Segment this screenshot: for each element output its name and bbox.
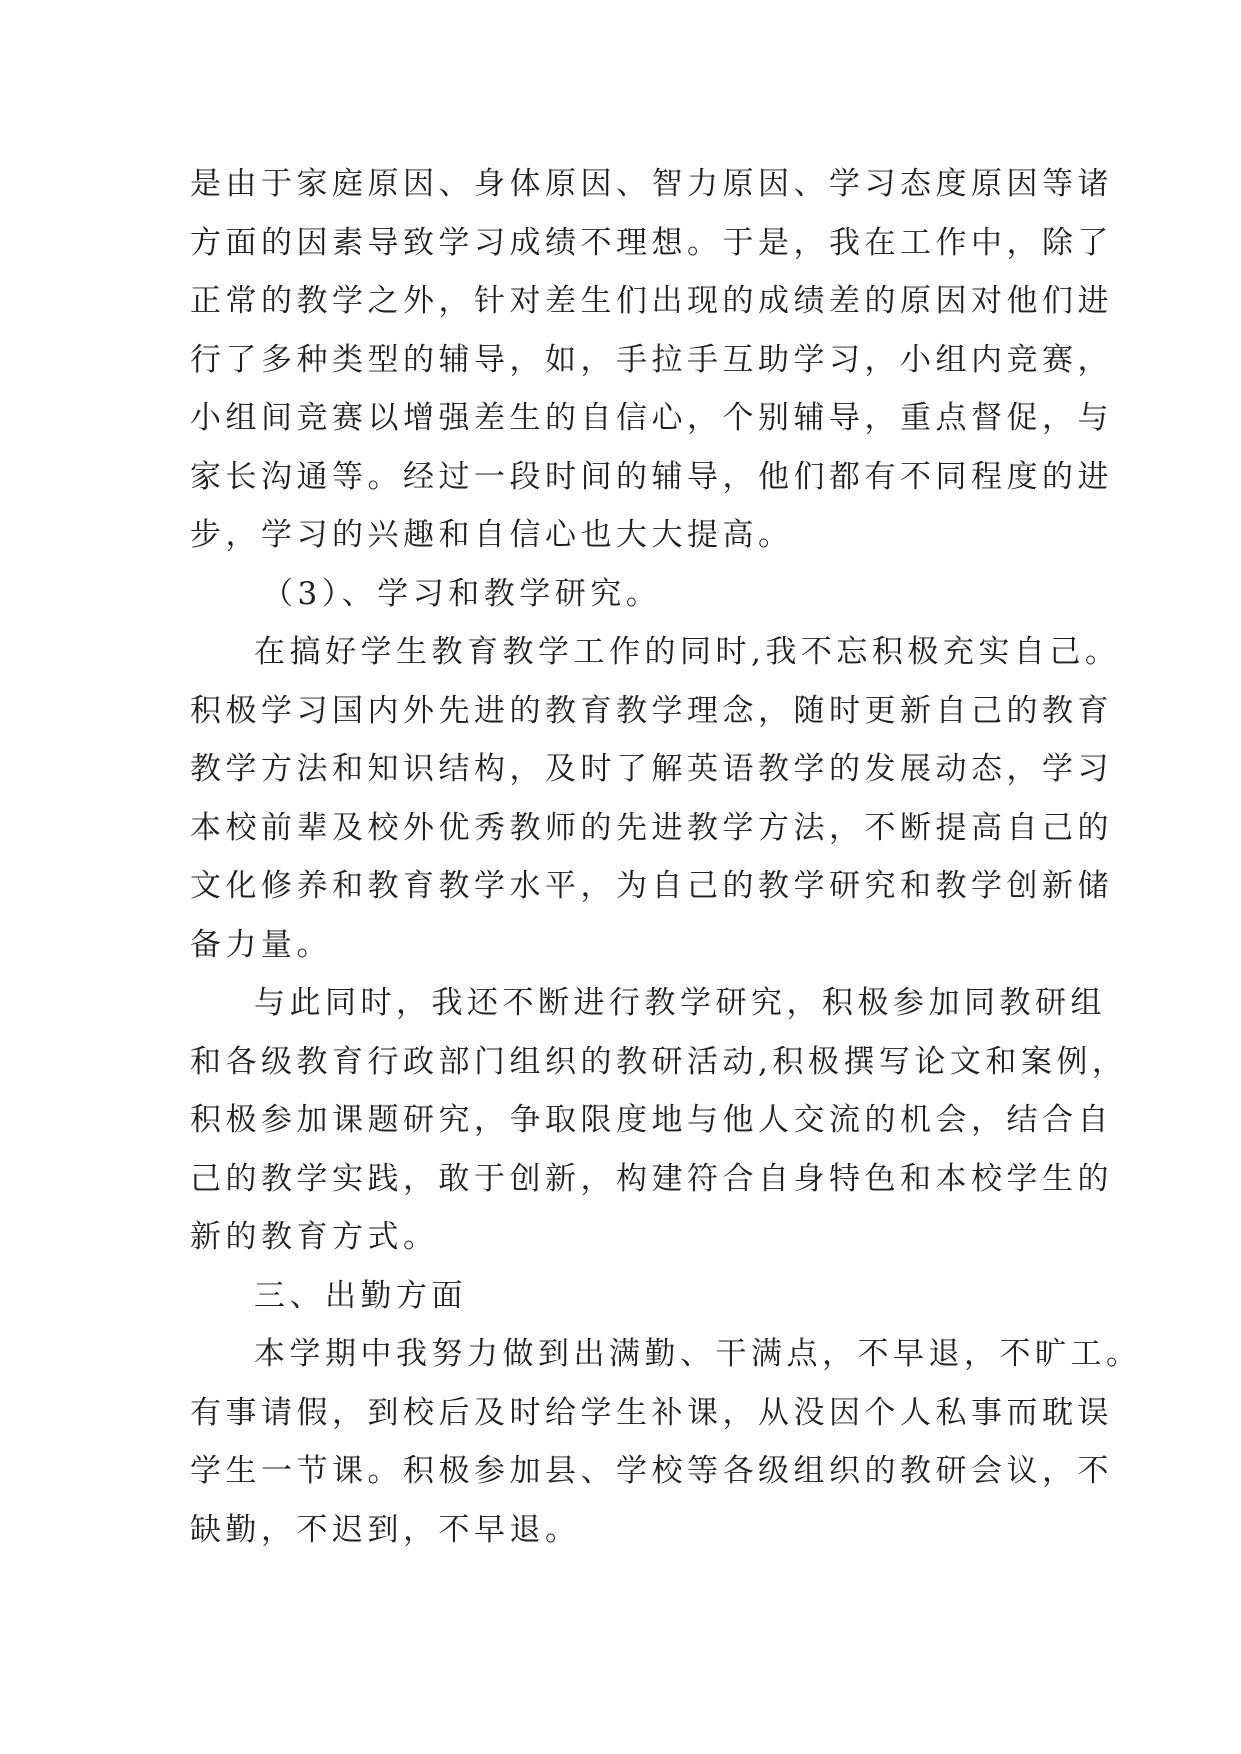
text-line: 积极学习国内外先进的教育教学理念，随时更新自己的教育 (190, 692, 1113, 729)
paragraph-first-line: 在搞好学生教育教学工作的同时,我不忘积极充实自己。 (254, 634, 1121, 670)
section-heading: 三、出勤方面 (254, 1277, 467, 1314)
text-line: 新的教育方式。 (190, 1219, 439, 1255)
paragraph-first-line: 与此同时，我还不断进行教学研究，积极参加同教研组 (254, 985, 1106, 1021)
text-line: 和各级教育行政部门组织的教研活动,积极撰写论文和案例， (190, 1043, 1128, 1080)
section-heading: （3）、学习和教学研究。 (262, 575, 662, 612)
text-line: 备力量。 (190, 926, 332, 963)
paragraph-first-line: 本学期中我努力做到出满勤、干满点，不早退，不旷工。 (254, 1336, 1142, 1372)
text-line: 缺勤，不迟到，不早退。 (190, 1511, 581, 1548)
text-line: 行了多种类型的辅导，如，手拉手互助学习，小组内竞赛， (190, 341, 1113, 378)
text-line: 小组间竞赛以增强差生的自信心，个别辅导，重点督促，与 (190, 400, 1113, 436)
document-body (190, 155, 1142, 1559)
text-line: 方面的因素导致学习成绩不理想。于是，我在工作中，除了 (190, 224, 1113, 261)
text-line: 学生一节课。积极参加县、学校等各级组织的教研会议，不 (190, 1453, 1113, 1489)
text-line: 步，学习的兴趣和自信心也大大提高。 (190, 517, 794, 553)
text-line: 有事请假，到校后及时给学生补课，从没因个人私事而耽误 (190, 1394, 1113, 1431)
text-line: 文化修养和教育教学水平，为自己的教学研究和教学创新储 (190, 868, 1113, 904)
text-line: 本校前辈及校外优秀教师的先进教学方法，不断提高自己的 (190, 809, 1113, 846)
text-line: 己的教学实践，敢于创新，构建符合自身特色和本校学生的 (190, 1160, 1113, 1197)
text-line: 是由于家庭原因、身体原因、智力原因、学习态度原因等诸 (190, 166, 1113, 202)
text-line: 正常的教学之外，针对差生们出现的成绩差的原因对他们进 (190, 283, 1113, 319)
text-line: 家长沟通等。经过一段时间的辅导，他们都有不同程度的进 (190, 458, 1113, 495)
text-line: 积极参加课题研究，争取限度地与他人交流的机会，结合自 (190, 1102, 1113, 1138)
text-line: 教学方法和知识结构，及时了解英语教学的发展动态，学习 (190, 751, 1113, 787)
